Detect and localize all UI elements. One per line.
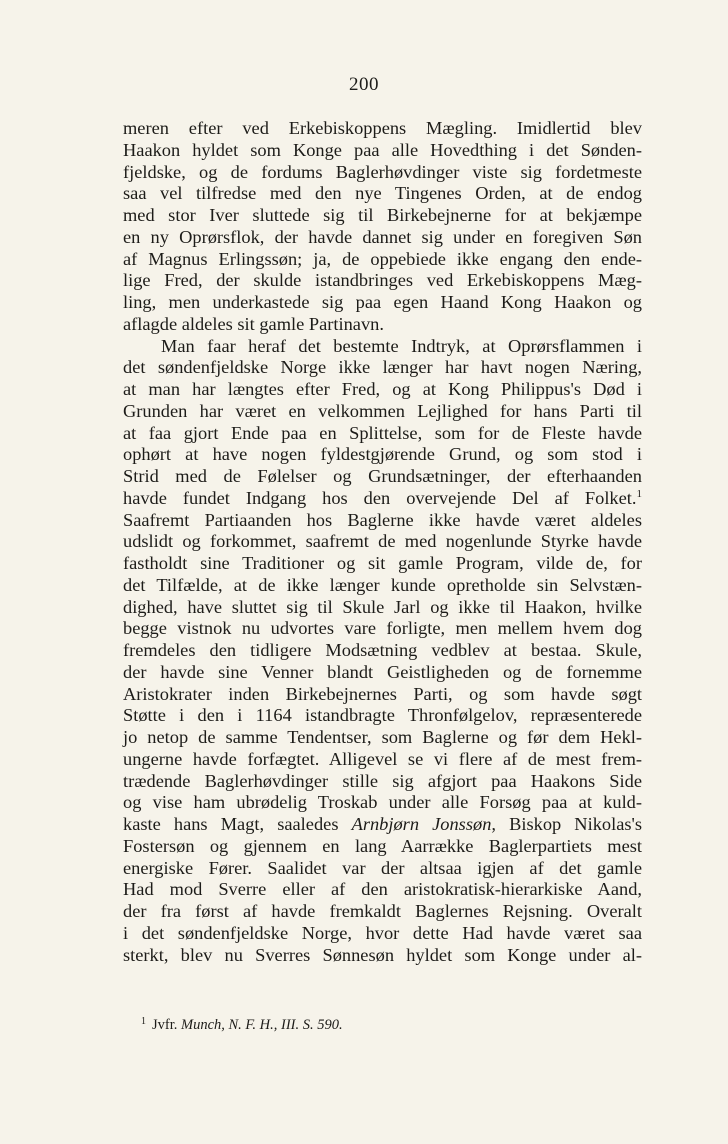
text-line: af Magnus Erlingssøn; ja, de oppebiede ikke engang den ende- [123,248,642,269]
text-line: Haakon hyldet som Konge paa alle Hovedthing i det Sønden- [123,139,642,160]
text-line: ungerne havde forfægtet. Alligevel se vi flere af de mest frem- [123,748,642,769]
text-line-content: kaste hans Magt, saaledes [123,814,339,834]
text-line: meren efter ved Erkebiskoppens Mægling. Imidlertid blev [123,118,642,138]
text-line: det Tilfælde, at de ikke længer kunde opretholde sin Selvstæn- [123,574,642,595]
footnote-marker: 1 [141,1016,146,1027]
text-line-with-footnote [123,488,642,510]
text-line: aflagde aldeles sit gamle Partinavn. [123,313,384,334]
text-line: der fra først af havde fremkaldt Baglernes Rejsning. Overalt [123,901,642,921]
text-line: udslidt og forkommet, saafremt de med nogenlunde Styrke havde [123,531,642,552]
text-line: fastholdt sine Traditioner og sit gamle Program, vilde de, for [123,553,642,573]
body-text [123,118,642,966]
text-line: ophørt at have nogen fyldestgjørende Grund, og som stod i [123,444,642,465]
text-line: med stor Iver sluttede sig til Birkebejnerne for at bekjæmpe [123,205,642,225]
text-line: Støtte i den i 1164 istandbragte Thronfølgelov, repræsenterede [123,705,642,726]
text-line: dighed, have sluttet sig til Skule Jarl og ikke til Haakon, hvilke [123,596,642,617]
text-line: og vise ham ubrødelig Troskab under alle Forsøg paa at kuld- [123,792,642,813]
text-line: at man har længtes efter Fred, og at Kong Philippus's Død i [123,379,642,399]
text-line: trædende Baglerhøvdinger stille sig afgjort paa Haakons Side [123,770,642,791]
footnote-marker: 1 [636,487,642,500]
text-line: Had mod Sverre eller af den aristokratisk-hierarkiske Aand, [123,879,642,900]
text-line: lige Fred, der skulde istandbringes ved Erkebiskoppens Mæg- [123,270,642,291]
text-line: Strid med de Følelser og Grundsætninger, der efterhaanden [123,466,642,486]
text-line: der havde sine Venner blandt Geistligheden og de fornemme [123,661,642,682]
text-line: i det søndenfjeldske Norge, hvor dette Had havde været saa [123,922,642,943]
text-line: begge vistnok nu udvortes vare forligte, men mellem hvem dog [123,618,642,639]
text-line: en ny Oprørsflok, der havde dannet sig under en foregiven Søn [123,226,642,247]
page-number: 200 [349,74,379,95]
text-line: jo netop de samme Tendentser, som Baglerne og før dem Hekl- [123,727,642,747]
footnote-reference: Munch, N. F. H., III. S. 590. [181,1017,343,1033]
footnote-prefix: Jvfr. [152,1017,178,1033]
text-line: Grunden har været en velkommen Lejlighed for hans Parti til [123,400,642,421]
text-line: at faa gjort Ende paa en Splittelse, som for de Fleste havde [123,422,642,443]
text-line: fjeldske, og de fordums Baglerhøvdinger viste sig fordetmeste [123,161,642,182]
text-line: Aristokrater inden Birkebejnernes Parti, og som havde søgt [123,683,642,704]
text-line: saa vel tilfredse med den nye Tingenes Orden, at de endog [123,183,642,204]
text-line: sterkt, blev nu Sverres Sønnesøn hyldet som Konge under al- [123,944,642,965]
footnote [141,1016,343,1034]
text-line: det søndenfjeldske Norge ikke længer har havt nogen Næring, [123,357,642,378]
text-line: energiske Fører. Saalidet var der altsaa igjen af det gamle [123,857,642,878]
text-line-tail: Biskop Nikolas's [509,814,642,834]
text-line: fremdeles den tidligere Modsætning vedblev at bestaa. Skule, [123,640,642,660]
text-line-paragraph-start: Man faar heraf det bestemte Indtryk, at Oprørsflammen i [161,335,642,356]
text-line: Saafremt Partiaanden hos Baglerne ikke havde været aldeles [123,509,642,530]
text-line: ling, men underkastede sig paa egen Haand Kong Haakon og [123,292,642,312]
text-line: Fostersøn og gjennem en lang Aarrække Baglerpartiets mest [123,835,642,856]
text-line-content: havde fundet Indgang hos den overvejende Del af Folket. [123,487,637,508]
text-line-with-italic [123,814,642,836]
italic-name: Arnbjørn Jonssøn, [351,814,496,834]
